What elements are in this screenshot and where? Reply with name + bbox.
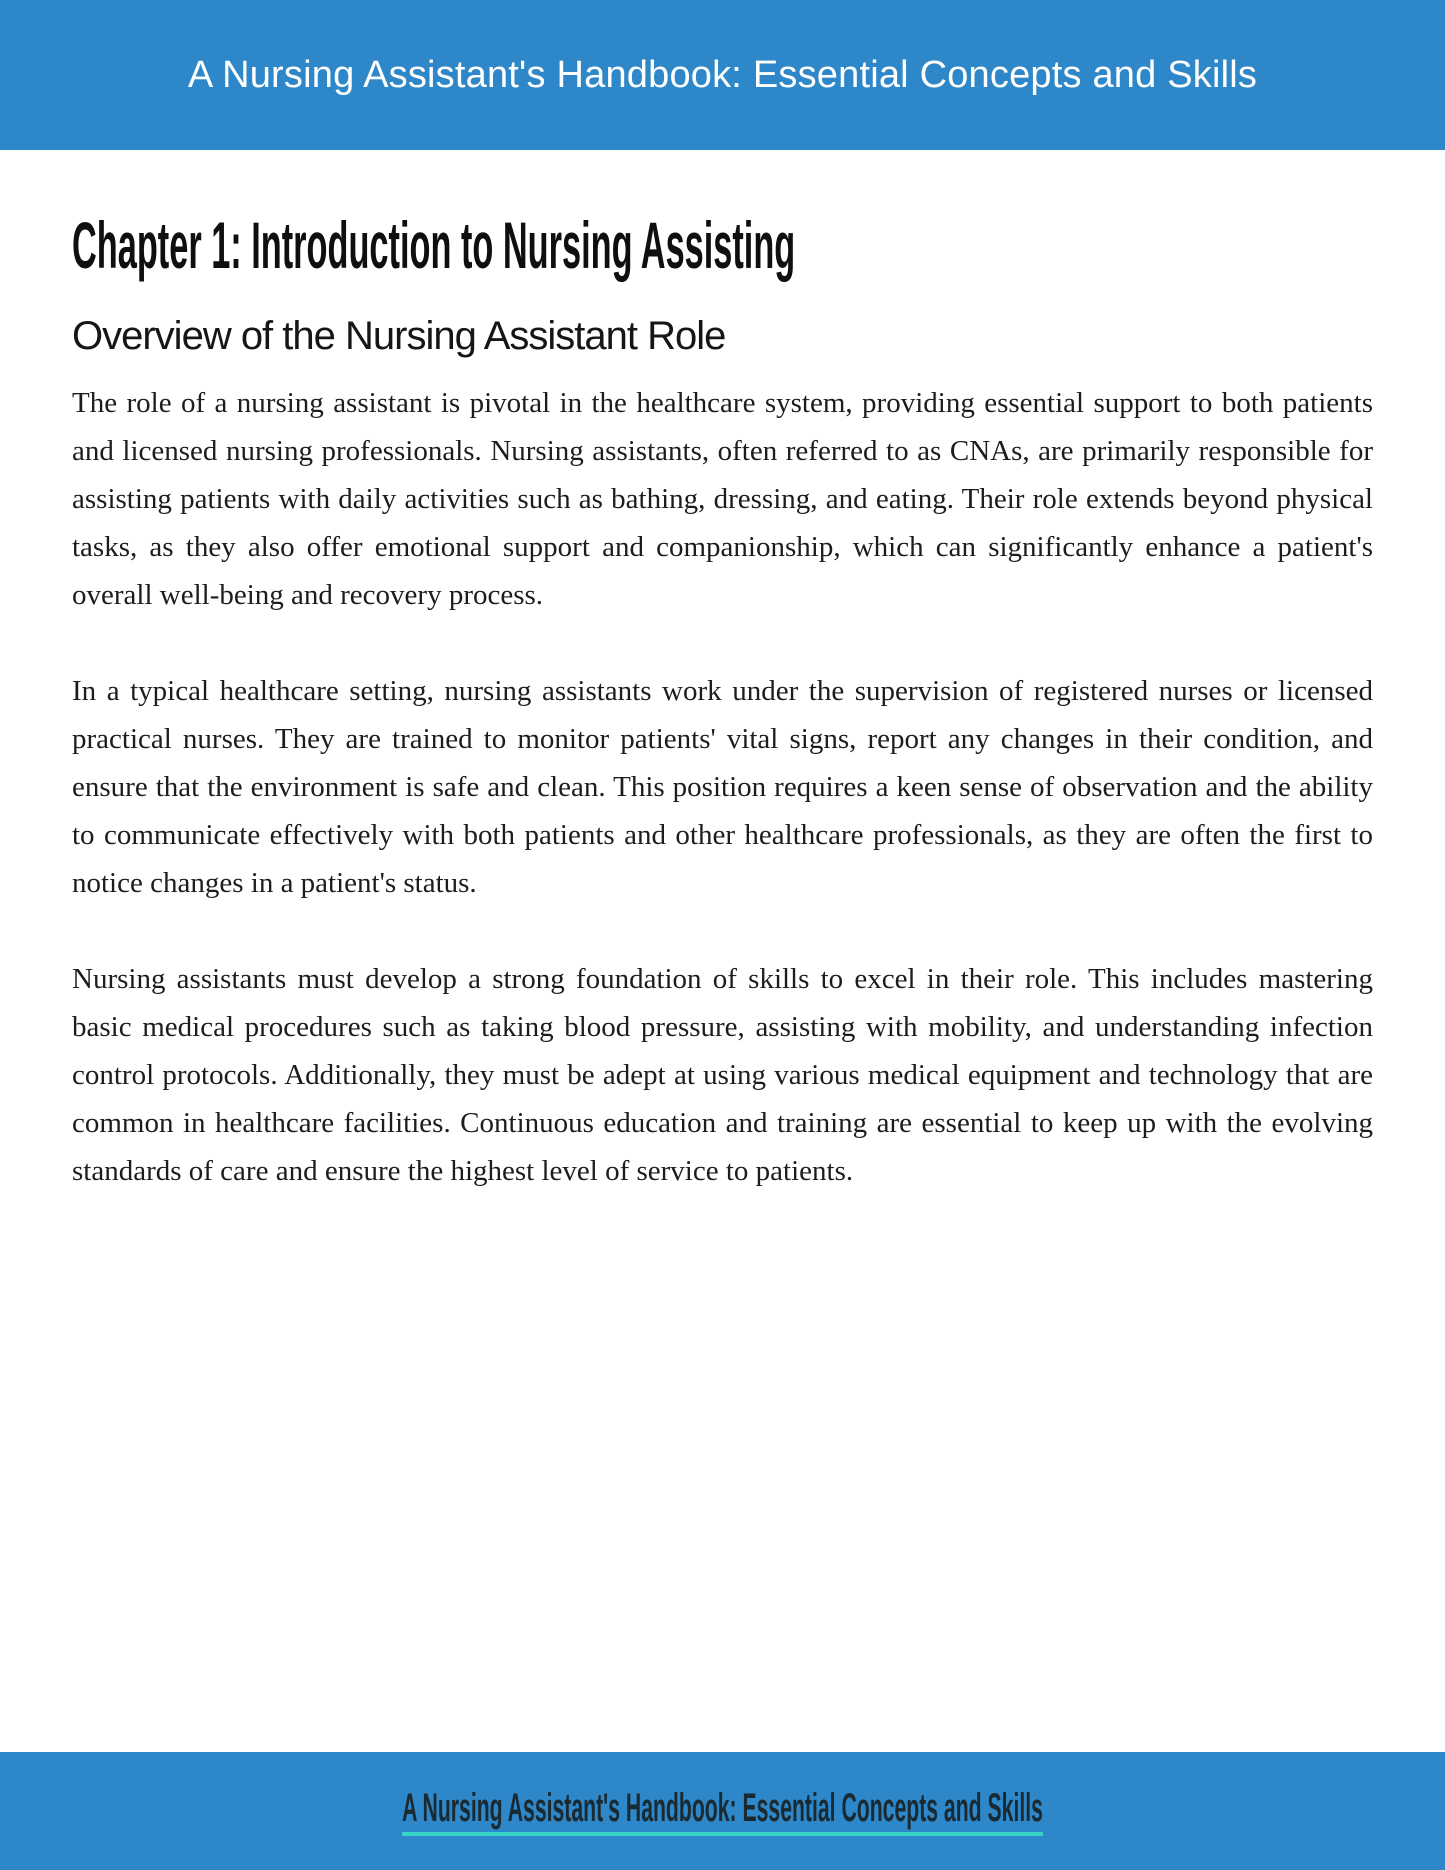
paragraph: In a typical healthcare setting, nursing assistants work under the supervision of registered nurses or licensed practical nurses. They are trained to monitor patients' vital signs, report any changes in their condition, and ensure that the environment is safe and clean. This position requires a keen sense of observation and the ability to communicate effectively with both patients and other healthcare professionals, as they are often the first to notice changes in a patient's status. xyxy=(72,674,1373,899)
header-title: A Nursing Assistant's Handbook: Essential Concepts and Skills xyxy=(187,53,1258,96)
paragraph: Nursing assistants must develop a strong foundation of skills to excel in their role. This includes mastering basic medical procedures such as taking blood pressure, assisting with mobility, and understanding infection control protocols. Additionally, they must be adept at using various medical equipment and technology that are common in healthcare facilities. Continuous education and training are essential to keep up with the evolving standards of care and ensure the highest level of service to patients. xyxy=(72,962,1373,1187)
chapter-title: Chapter 1: Introduction to Nursing Assisting xyxy=(72,208,796,282)
page-footer xyxy=(0,1752,1445,1870)
section-title: Overview of the Nursing Assistant Role xyxy=(72,313,726,358)
footer-handbook-link[interactable]: A Nursing Assistant's Handbook: Essential Concepts and Skills xyxy=(402,1786,1043,1836)
document-body xyxy=(0,150,1445,1243)
paragraph: The role of a nursing assistant is pivotal in the healthcare system, providing essential support to both patients and licensed nursing professionals. Nursing assistants, often referred to as CNAs, are primarily responsible for assisting patients with daily activities such as bathing, dressing, and eating. Their role extends beyond physical tasks, as they also offer emotional support and companionship, which can significantly enhance a patient's overall well-being and recovery process. xyxy=(72,386,1373,611)
page-header xyxy=(0,0,1445,150)
body-copy xyxy=(72,379,1373,1195)
